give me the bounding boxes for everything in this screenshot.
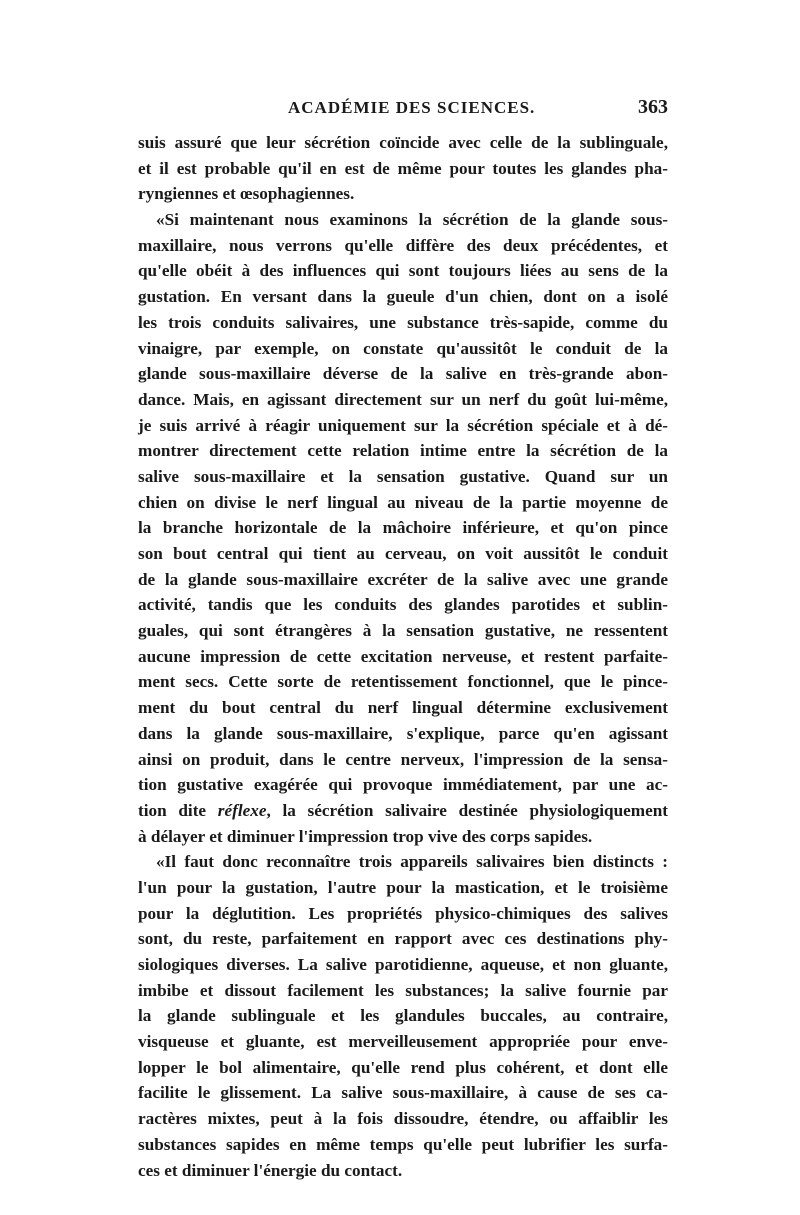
text-line: substances sapides en même temps qu'elle peut lubrifier les surfa- [138, 1134, 668, 1154]
text-line: tion gustative exagérée qui provoque immédiatement, par une ac- [138, 775, 668, 795]
text-line: gustation. En versant dans la gueule d'un chien, dont on a isolé [138, 287, 668, 307]
text-line: facilite le glissement. La salive sous-maxillaire, à cause de ses ca- [138, 1083, 668, 1103]
text-line: je suis arrivé à réagir uniquement sur la sécrétion spéciale et à dé- [138, 415, 668, 435]
text-line: ment du bout central du nerf lingual détermine exclusivement [138, 698, 668, 718]
text-line: l'un pour la gustation, l'autre pour la mastication, et le troisième [138, 877, 668, 897]
page-number: 363 [638, 96, 668, 118]
text-line: imbibe et dissout facilement les substances; la salive fournie par [138, 980, 668, 1000]
italic-term: réflexe [217, 800, 267, 820]
text-line: suis assuré que leur sécrétion coïncide avec celle de la sublinguale, [138, 133, 668, 152]
text-line: ces et diminuer l'énergie du contact. [138, 1160, 403, 1180]
text-line: «Il faut donc reconnaître trois appareils salivaires bien distincts : [156, 852, 668, 872]
text-line: «Si maintenant nous examinons la sécrétion de la glande sous- [156, 210, 668, 230]
text-line: activité, tandis que les conduits des glandes parotides et sublin- [138, 595, 668, 615]
book-page [138, 96, 668, 1183]
text-line: visqueuse et gluante, est merveilleusement appropriée pour enve- [138, 1032, 668, 1052]
text-line-with-italic: tion dite réflexe, la sécrétion salivaire destinée physiologiquement [138, 800, 668, 820]
text-line: lopper le bol alimentaire, qu'elle rend plus cohérent, et dont elle [138, 1057, 668, 1077]
body-text [138, 130, 668, 1183]
text-line: chien on divise le nerf lingual au niveau de la partie moyenne de [138, 492, 668, 512]
text-line: vinaigre, par exemple, on constate qu'aussitôt le conduit de la [138, 338, 668, 358]
text-line: montrer directement cette relation intime entre la sécrétion de la [138, 441, 668, 461]
text-line: et il est probable qu'il en est de même pour toutes les glandes pha- [138, 158, 668, 178]
text-line: ment secs. Cette sorte de retentissement fonctionnel, que le pince- [138, 672, 668, 692]
text-line: la branche horizontale de la mâchoire inférieure, et qu'on pince [138, 518, 668, 538]
text-line: ainsi on produit, dans le centre nerveux, l'impression de la sensa- [138, 749, 668, 769]
text-line: dance. Mais, en agissant directement sur un nerf du goût lui-même, [138, 389, 668, 409]
text-line: à délayer et diminuer l'impression trop vive des corps sapides. [138, 826, 593, 846]
text-line: de la glande sous-maxillaire excréter de la salive avec une grande [138, 569, 668, 589]
text-line: son bout central qui tient au cerveau, on voit aussitôt le conduit [138, 544, 668, 563]
text-line: sont, du reste, parfaitement en rapport avec ces destinations phy- [138, 929, 668, 949]
text-line: ryngiennes et œsophagiennes. [138, 184, 355, 204]
running-title: ACADÉMIE DES SCIENCES. [288, 98, 536, 117]
text-line: aucune impression de cette excitation nerveuse, et restent parfaite- [138, 646, 668, 666]
text-line: la glande sublinguale et les glandules buccales, au contraire, [138, 1006, 668, 1026]
text-line: guales, qui sont étrangères à la sensation gustative, ne ressentent [138, 621, 668, 641]
text-line: glande sous-maxillaire déverse de la salive en très-grande abon- [138, 364, 668, 384]
running-head [138, 96, 668, 130]
text-line: dans la glande sous-maxillaire, s'explique, parce qu'en agissant [138, 723, 668, 743]
text-line: siologiques diverses. La salive parotidienne, aqueuse, et non gluante, [138, 955, 668, 974]
text-line: salive sous-maxillaire et la sensation gustative. Quand sur un [138, 466, 668, 486]
text-line: maxillaire, nous verrons qu'elle diffère des deux précédentes, et [138, 235, 668, 255]
text-line: pour la déglutition. Les propriétés physico-chimiques des salives [138, 903, 668, 923]
text-line: les trois conduits salivaires, une substance très-sapide, comme du [138, 312, 668, 332]
text-line: qu'elle obéit à des influences qui sont toujours liées au sens de la [138, 261, 668, 281]
text-line: ractères mixtes, peut à la fois dissoudre, étendre, ou affaiblir les [138, 1109, 668, 1129]
